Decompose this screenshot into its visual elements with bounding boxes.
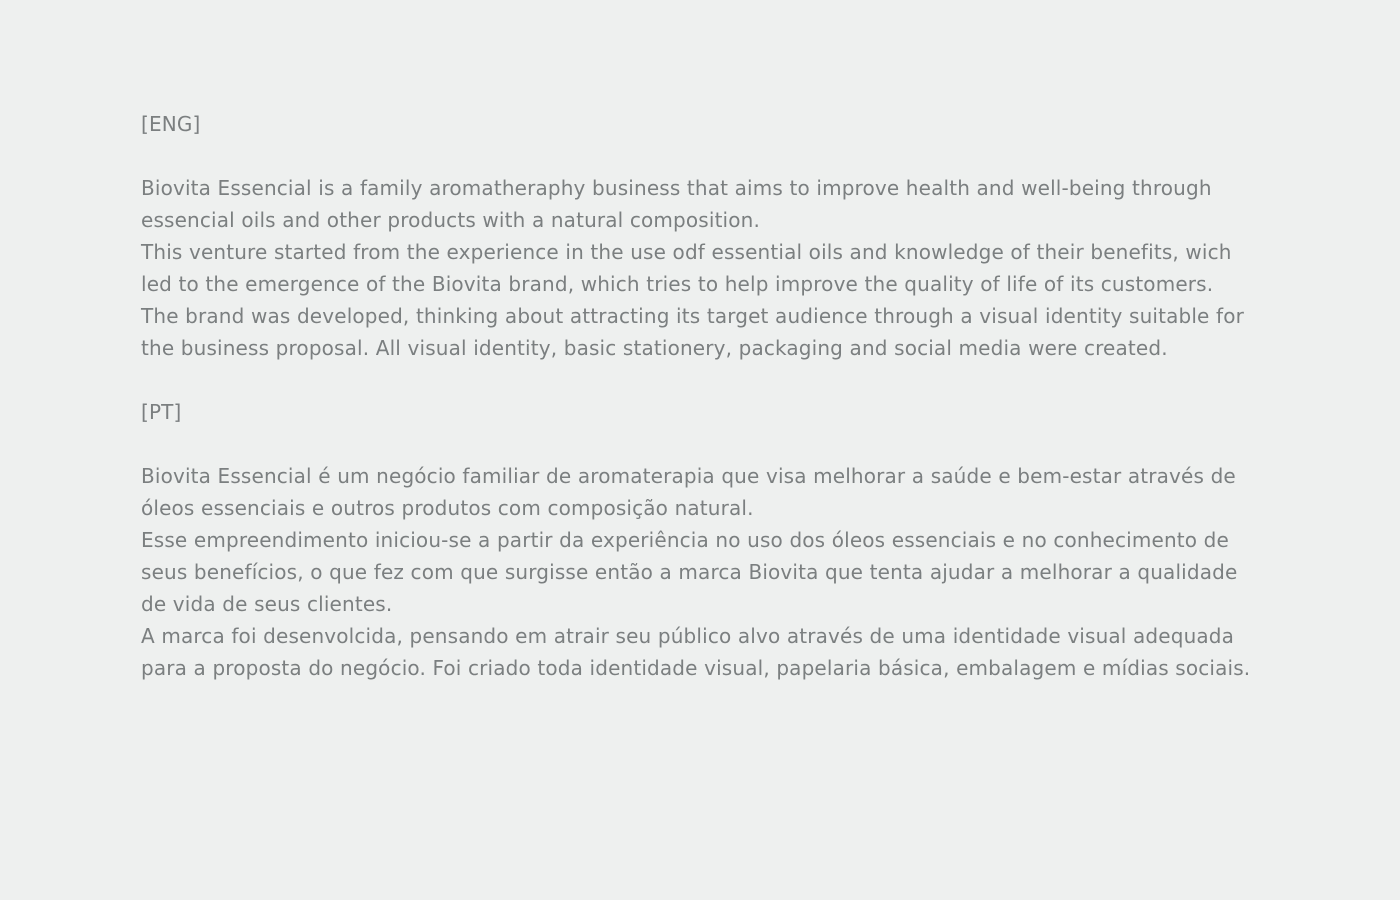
portuguese-language-tag: [PT] bbox=[141, 400, 182, 424]
project-description bbox=[141, 108, 1261, 684]
english-spacer bbox=[141, 140, 1261, 172]
english-section bbox=[141, 108, 1261, 364]
english-language-tag: [ENG] bbox=[141, 112, 201, 136]
english-paragraph-origin: This venture started from the experience in the use odf essential oils and knowledge of their benefits, wich led to the emergence of the Biovita brand, which tries to help improve the quality of life of its customers. bbox=[141, 240, 1232, 296]
portuguese-section bbox=[141, 396, 1261, 684]
portuguese-paragraph-brand: A marca foi desenvolcida, pensando em atrair seu público alvo através de uma identidade visual adequada para a proposta do negócio. Foi criado toda identidade visual, papelaria básica, embalagem e mídias sociais. bbox=[141, 624, 1251, 680]
portuguese-paragraph-origin: Esse empreendimento iniciou-se a partir da experiência no uso dos óleos essenciais e no conhecimento de seus benefícios, o que fez com que surgisse então a marca Biovita que tenta ajudar a melhorar a qualidade de vida de seus clientes. bbox=[141, 528, 1238, 616]
section-spacer bbox=[141, 364, 1261, 396]
english-paragraph-brand: The brand was developed, thinking about attracting its target audience through a visual identity suitable for the business proposal. All visual identity, basic stationery, packaging and social media were created. bbox=[141, 304, 1244, 360]
portuguese-paragraph-intro: Biovita Essencial é um negócio familiar de aromaterapia que visa melhorar a saúde e bem-estar através de óleos essenciais e outros produtos com composição natural. bbox=[141, 464, 1236, 520]
portuguese-spacer bbox=[141, 428, 1261, 460]
english-paragraph-intro: Biovita Essencial is a family aromatheraphy business that aims to improve health and well-being through essencial oils and other products with a natural composition. bbox=[141, 176, 1212, 232]
